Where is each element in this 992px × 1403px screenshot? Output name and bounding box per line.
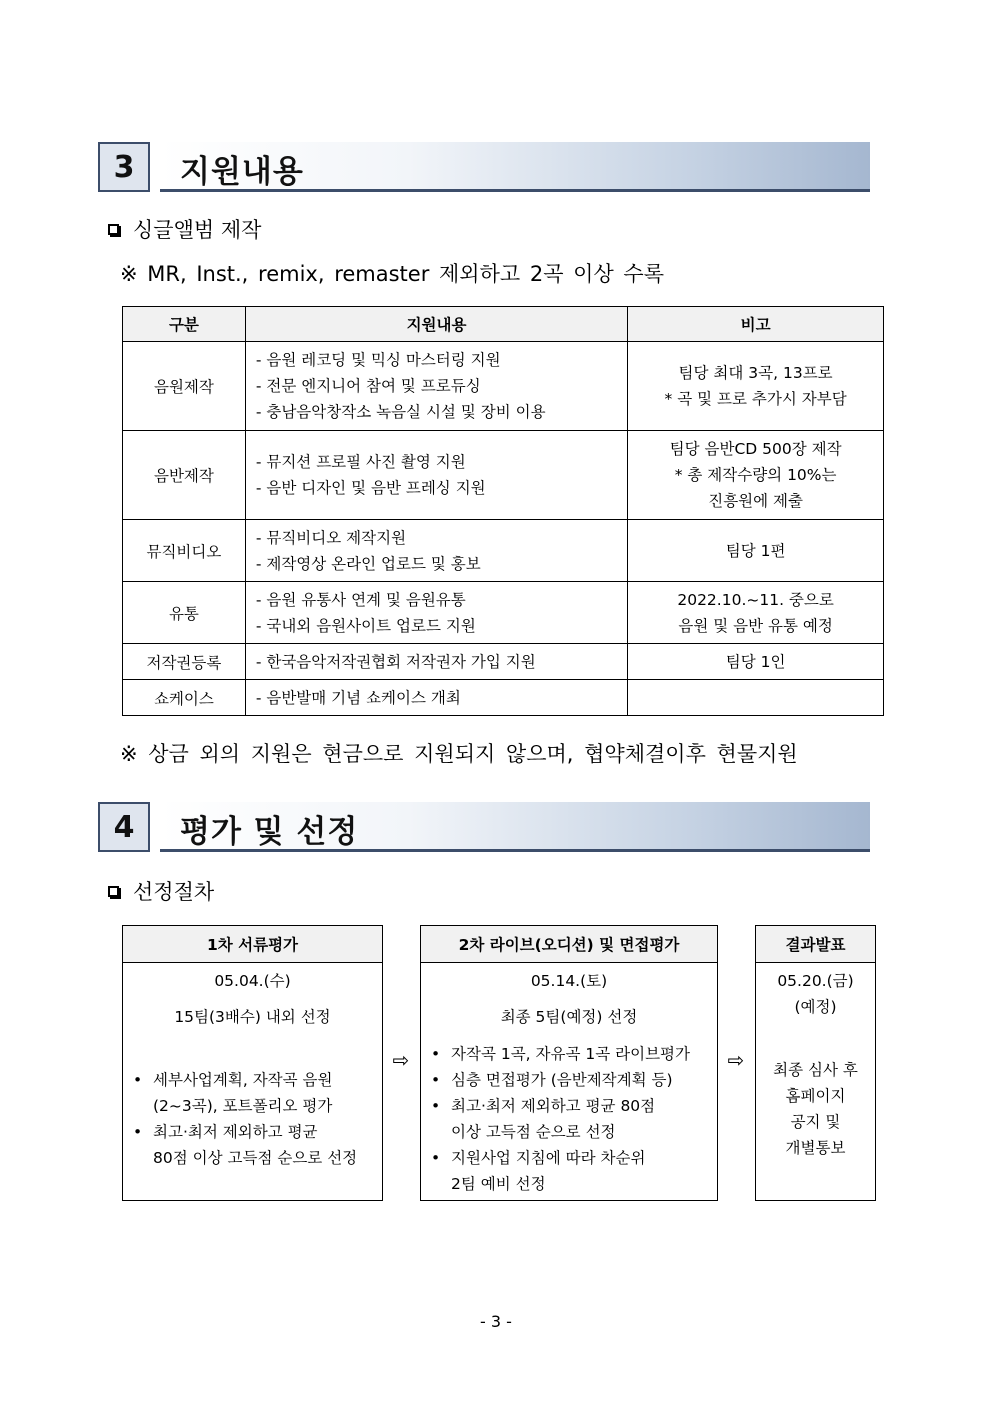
section-title: 평가 및 선정	[180, 814, 359, 850]
list-item	[421, 1093, 717, 1145]
item: - 뮤직비디오 제작지원	[255, 528, 407, 547]
stage-title: 2차 라이브(오디션) 및 면접평가	[421, 926, 717, 963]
row-remarks	[628, 582, 884, 644]
remark: 팀당 최대 3곡, 13프로	[678, 364, 833, 382]
row-remarks	[628, 342, 884, 431]
checkbox-square-icon	[108, 224, 119, 235]
bullet-line: 최고·최저 제외하고 평균	[153, 1123, 318, 1141]
bullet-line: (2~3곡), 포트폴리오 평가	[153, 1097, 333, 1115]
bullet-line: 이상 고득점 순으로 선정	[451, 1123, 616, 1141]
bullet-dot-icon: •	[133, 1071, 143, 1089]
item: - 제작영상 온라인 업로드 및 홍보	[255, 554, 481, 573]
list-item	[123, 1119, 382, 1171]
bullet-line: 세부사업계획, 자작곡 음원	[153, 1071, 333, 1089]
item: - 국내외 음원사이트 업로드 지원	[255, 616, 476, 635]
item: - 한국음악저작권협회 저작권자 가입 지원	[255, 652, 536, 671]
bullet-dot-icon: •	[431, 1071, 441, 1089]
remark: 진흥원에 제출	[708, 492, 803, 510]
stage-box-result	[755, 925, 876, 1201]
bullet-dot-icon: •	[431, 1149, 441, 1167]
section-title: 지원내용	[180, 154, 304, 190]
stage-summary: (예정)	[794, 998, 837, 1016]
bullet-line: 자작곡 1곡, 자유곡 1곡 라이브평가	[451, 1045, 691, 1063]
subheading-selection-procedure	[108, 876, 214, 906]
item: - 음원 유통사 연계 및 음원유통	[255, 590, 466, 609]
support-table	[122, 306, 884, 716]
remark: 팀당 음반CD 500장 제작	[669, 440, 842, 458]
stage-summary: 최종 5팀(예정) 선정	[500, 1008, 638, 1026]
row-category: 음반제작	[123, 431, 246, 520]
row-items	[245, 644, 627, 680]
row-items	[245, 680, 627, 716]
list-item	[421, 1067, 717, 1093]
note-top: ※ MR, Inst., remix, remaster 제외하고 2곡 이상 수록	[120, 262, 664, 286]
remark: 2022.10.~11. 중으로	[677, 590, 834, 609]
section-number: 3	[98, 142, 150, 192]
stage-box-live-interview	[420, 925, 718, 1201]
result-line: 최종 심사 후	[773, 1061, 858, 1079]
section-4-header	[98, 802, 870, 856]
table-row	[123, 342, 884, 431]
table-row	[123, 644, 884, 680]
row-items	[245, 431, 627, 520]
row-category: 저작권등록	[123, 644, 246, 680]
row-items	[245, 342, 627, 431]
stage-date: 05.14.(토)	[530, 972, 608, 990]
arrow-right-icon: ⇨	[727, 1048, 745, 1072]
list-item	[421, 1145, 717, 1197]
checkbox-square-icon	[108, 886, 119, 897]
stage-title: 결과발표	[756, 926, 875, 963]
subheading-text: 싱글앨범 제작	[133, 218, 262, 242]
row-remarks	[628, 644, 884, 680]
item: - 전문 엔지니어 참여 및 프로듀싱	[255, 377, 481, 395]
col-header-category: 구분	[123, 307, 246, 342]
row-remarks	[628, 431, 884, 520]
table-row	[123, 582, 884, 644]
subheading-text: 선정절차	[133, 880, 215, 904]
section-number: 4	[98, 802, 150, 852]
list-item	[123, 1067, 382, 1119]
row-category: 쇼케이스	[123, 680, 246, 716]
table-row	[123, 431, 884, 520]
row-remarks	[628, 520, 884, 582]
subheading-single-album	[108, 214, 261, 244]
table-header-row	[123, 307, 884, 342]
result-line: 공지 및	[790, 1113, 841, 1131]
remark: * 총 제작수량의 10%는	[674, 466, 837, 484]
bullet-dot-icon: •	[431, 1097, 441, 1115]
row-category: 음원제작	[123, 342, 246, 431]
note-bottom: ※ 상금 외의 지원은 현금으로 지원되지 않으며, 협약체결이후 현물지원	[120, 742, 798, 766]
bullet-line: 심층 면접평가 (음반제작계획 등)	[451, 1071, 673, 1089]
bullet-line: 80점 이상 고득점 순으로 선정	[153, 1149, 358, 1167]
stage-body	[421, 969, 717, 1197]
stage-summary: 15팀(3배수) 내외 선정	[174, 1008, 331, 1026]
bullet-line: 2팀 예비 선정	[451, 1175, 546, 1193]
row-items	[245, 582, 627, 644]
item: - 음반발매 기념 쇼케이스 개최	[255, 688, 461, 707]
row-category: 유통	[123, 582, 246, 644]
stage-body	[123, 969, 382, 1171]
item: - 뮤지션 프로필 사진 촬영 지원	[255, 453, 466, 471]
stage-box-document-review	[122, 925, 383, 1201]
bullet-line: 최고·최저 제외하고 평균 80점	[451, 1097, 656, 1115]
stage-title: 1차 서류평가	[123, 926, 382, 963]
item: - 충남음악창작소 녹음실 시설 및 장비 이용	[255, 403, 546, 421]
remark: * 곡 및 프로 추가시 자부담	[664, 390, 847, 408]
arrow-right-icon: ⇨	[392, 1048, 410, 1072]
row-remarks	[628, 680, 884, 716]
page-number: - 3 -	[480, 1312, 512, 1331]
result-line: 홈페이지	[785, 1087, 846, 1105]
col-header-remarks: 비고	[628, 307, 884, 342]
bullet-line: 지원사업 지침에 따라 차순위	[451, 1149, 646, 1167]
row-items	[245, 520, 627, 582]
stage-body	[756, 969, 875, 1161]
bullet-dot-icon: •	[431, 1045, 441, 1063]
result-line: 개별통보	[785, 1139, 846, 1157]
table-row	[123, 520, 884, 582]
bullet-dot-icon: •	[133, 1123, 143, 1141]
table-row	[123, 680, 884, 716]
list-item	[421, 1041, 717, 1067]
item: - 음원 레코딩 및 믹싱 마스터링 지원	[255, 351, 501, 369]
row-category: 뮤직비디오	[123, 520, 246, 582]
remark: 음원 및 음반 유통 예정	[678, 616, 833, 635]
remark: 팀당 1인	[725, 652, 786, 671]
col-header-content: 지원내용	[245, 307, 627, 342]
stage-date: 05.04.(수)	[214, 972, 291, 990]
stage-date: 05.20.(금)	[777, 972, 854, 990]
item: - 음반 디자인 및 음반 프레싱 지원	[255, 479, 486, 497]
section-3-header	[98, 142, 870, 196]
remark: 팀당 1편	[725, 541, 786, 560]
section-title-bar	[160, 142, 870, 192]
section-title-bar	[160, 802, 870, 852]
